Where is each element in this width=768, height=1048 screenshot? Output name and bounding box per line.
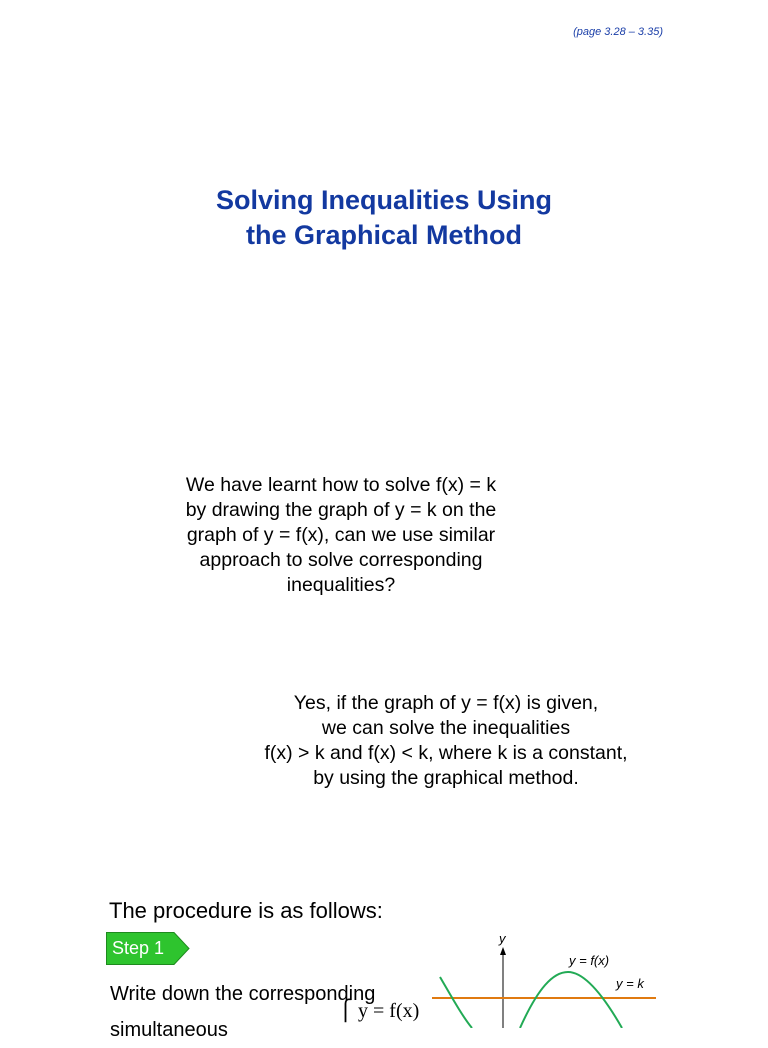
step-label: Step 1 bbox=[112, 938, 165, 958]
line-label: y = k bbox=[616, 976, 644, 991]
title-line-2: the Graphical Method bbox=[245, 220, 523, 250]
intro-line: graph of y = f(x), can we use similar bbox=[186, 524, 496, 546]
intro-line: approach to solve corresponding bbox=[199, 549, 483, 571]
page-reference: (page 3.28 – 3.35) bbox=[573, 26, 663, 38]
answer-line: by using the graphical method. bbox=[313, 767, 579, 789]
answer-paragraph bbox=[230, 691, 662, 791]
title-line-1: Solving Inequalities Using bbox=[215, 185, 553, 215]
intro-line: inequalities? bbox=[286, 574, 396, 596]
curve-y-fx bbox=[440, 972, 622, 1028]
intro-line: We have learnt how to solve f(x) = k bbox=[185, 474, 497, 496]
instruction-line: Write down the corresponding bbox=[110, 983, 376, 1005]
system-equation: y = f(x) bbox=[358, 1000, 420, 1022]
intro-line: by drawing the graph of y = k on the bbox=[185, 499, 497, 521]
step-1-instruction bbox=[110, 976, 375, 1048]
answer-line: Yes, if the graph of y = f(x) is given, bbox=[293, 692, 599, 714]
answer-line: we can solve the inequalities bbox=[321, 717, 571, 739]
y-axis-arrow-icon bbox=[500, 947, 506, 955]
system-brace-icon: ⎧ bbox=[338, 1000, 353, 1022]
page-title bbox=[0, 183, 768, 253]
instruction-line: simultaneous bbox=[110, 1019, 228, 1041]
example-graph bbox=[428, 928, 660, 1033]
y-axis-label: y bbox=[499, 931, 506, 946]
step-1-badge bbox=[106, 932, 190, 965]
simultaneous-system bbox=[338, 998, 419, 1023]
procedure-heading: The procedure is as follows: bbox=[109, 898, 383, 923]
curve-label: y = f(x) bbox=[569, 953, 610, 968]
answer-line: f(x) > k and f(x) < k, where k is a constant, bbox=[264, 742, 628, 764]
intro-paragraph bbox=[150, 473, 532, 598]
